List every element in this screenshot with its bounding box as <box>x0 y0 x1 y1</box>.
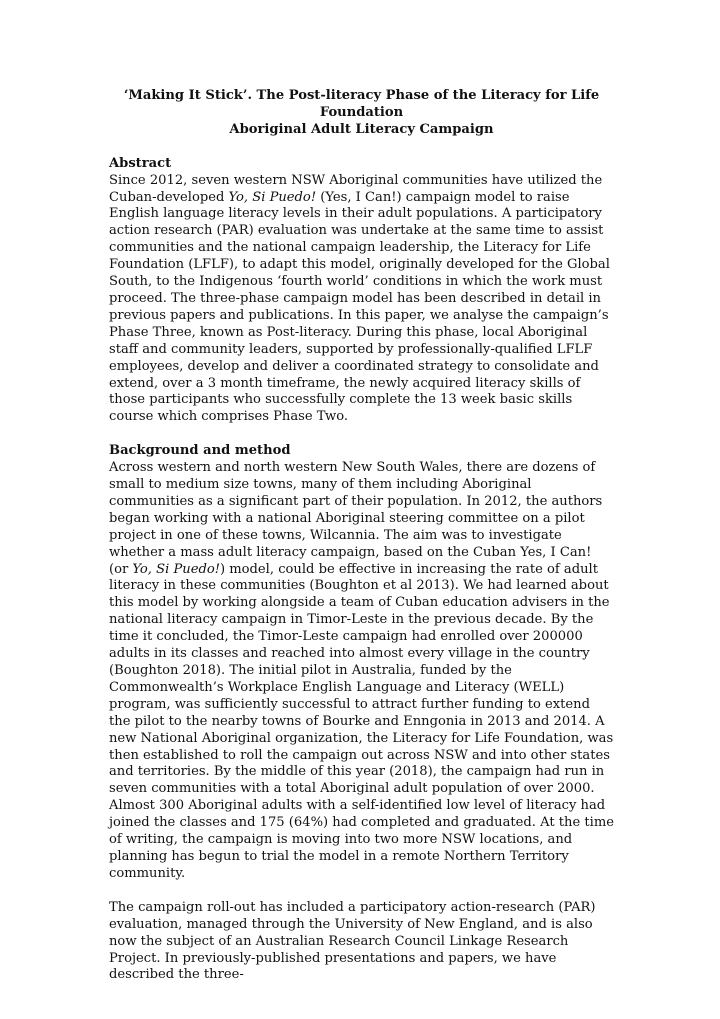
background-paragraph-1 <box>109 460 614 883</box>
abstract-italic-title: Yo, Si Puedo! <box>228 189 317 205</box>
background-italic-title: Yo, Si Puedo! <box>132 561 220 577</box>
background-text-start: Across western and north western New South Wales, there are dozens of small to medium size towns, many of them including Aboriginal communities as a significant part of their population. In 2012, the authors began working with a national Aboriginal steering committee on a pilot project in one of these towns, Wilcannia. The aim was to investigate whether a mass adult literacy campaign, based on the Cuban Yes, I Can! (or <box>109 460 603 577</box>
paper-title <box>109 88 614 139</box>
background-text-end: ) model, could be effective in increasing the rate of adult literacy in these communities (Boughton et al 2013). We had learned about this model by working alongside a team of Cuban education advisers in the national literacy campaign in Timor-Leste in the previous decade. By the time it concluded, the Timor-Leste campaign had enrolled over 200000 adults in its classes and reached into almost every village in the country (Boughton 2018). The initial pilot in Australia, funded by the Commonwealth’s Workplace English Language and Literacy (WELL) program, was sufficiently successful to attract further funding to extend the pilot to the nearby towns of Bourke and Enngonia in 2013 and 2014. A new National Aboriginal organization, the Literacy for Life Foundation, was then established to roll the campaign out across NSW and into other states and territories. By the middle of this year (2018), the campaign had run in seven communities with a total Aboriginal adult population of over 2000. Almost 300 Aboriginal adults with a self-identified low level of literacy had joined the classes and 175 (64%) had completed and graduated. At the time of writing, the campaign is moving into two more NSW locations, and planning has begun to trial the model in a remote Northern Territory community. <box>109 561 615 881</box>
paper-title-line-2: Aboriginal Adult Literacy Campaign <box>229 121 494 137</box>
paper-title-line-1: ‘Making It Stick’. The Post-literacy Phase of the Literacy for Life Foundation <box>123 88 600 120</box>
abstract-text-end: (Yes, I Can!) campaign model to raise English language literacy levels in their adult populations. A participatory action research (PAR) evaluation was undertake at the same time to assist communities and the national campaign leadership, the Literacy for Life Foundation (LFLF), to adapt this model, originally developed for the Global South, to the Indigenous ‘fourth world’ conditions in which the work must proceed. The three-phase campaign model has been described in detail in previous papers and publications. In this paper, we analyse the campaign’s Phase Three, known as Post-literacy. During this phase, local Aboriginal staff and community leaders, supported by professionally-qualified LFLF employees, develop and deliver a coordinated strategy to consolidate and extend, over a 3 month timeframe, the newly acquired literacy skills of those participants who successfully complete the 13 week basic skills course which comprises Phase Two. <box>109 189 610 425</box>
abstract-heading: Abstract <box>109 155 172 171</box>
background-paragraph-2: The campaign roll-out has included a participatory action-research (PAR) evaluation, managed through the University of New England, and is also now the subject of an Australian Research Council Linkage Research Project. In previously-published presentations and papers, we have described the three- <box>109 899 596 983</box>
abstract-text-start: Since 2012, seven western NSW Aboriginal communities have utilized the Cuban-developed <box>109 172 603 205</box>
abstract-paragraph <box>109 173 614 427</box>
background-heading: Background and method <box>109 443 291 459</box>
